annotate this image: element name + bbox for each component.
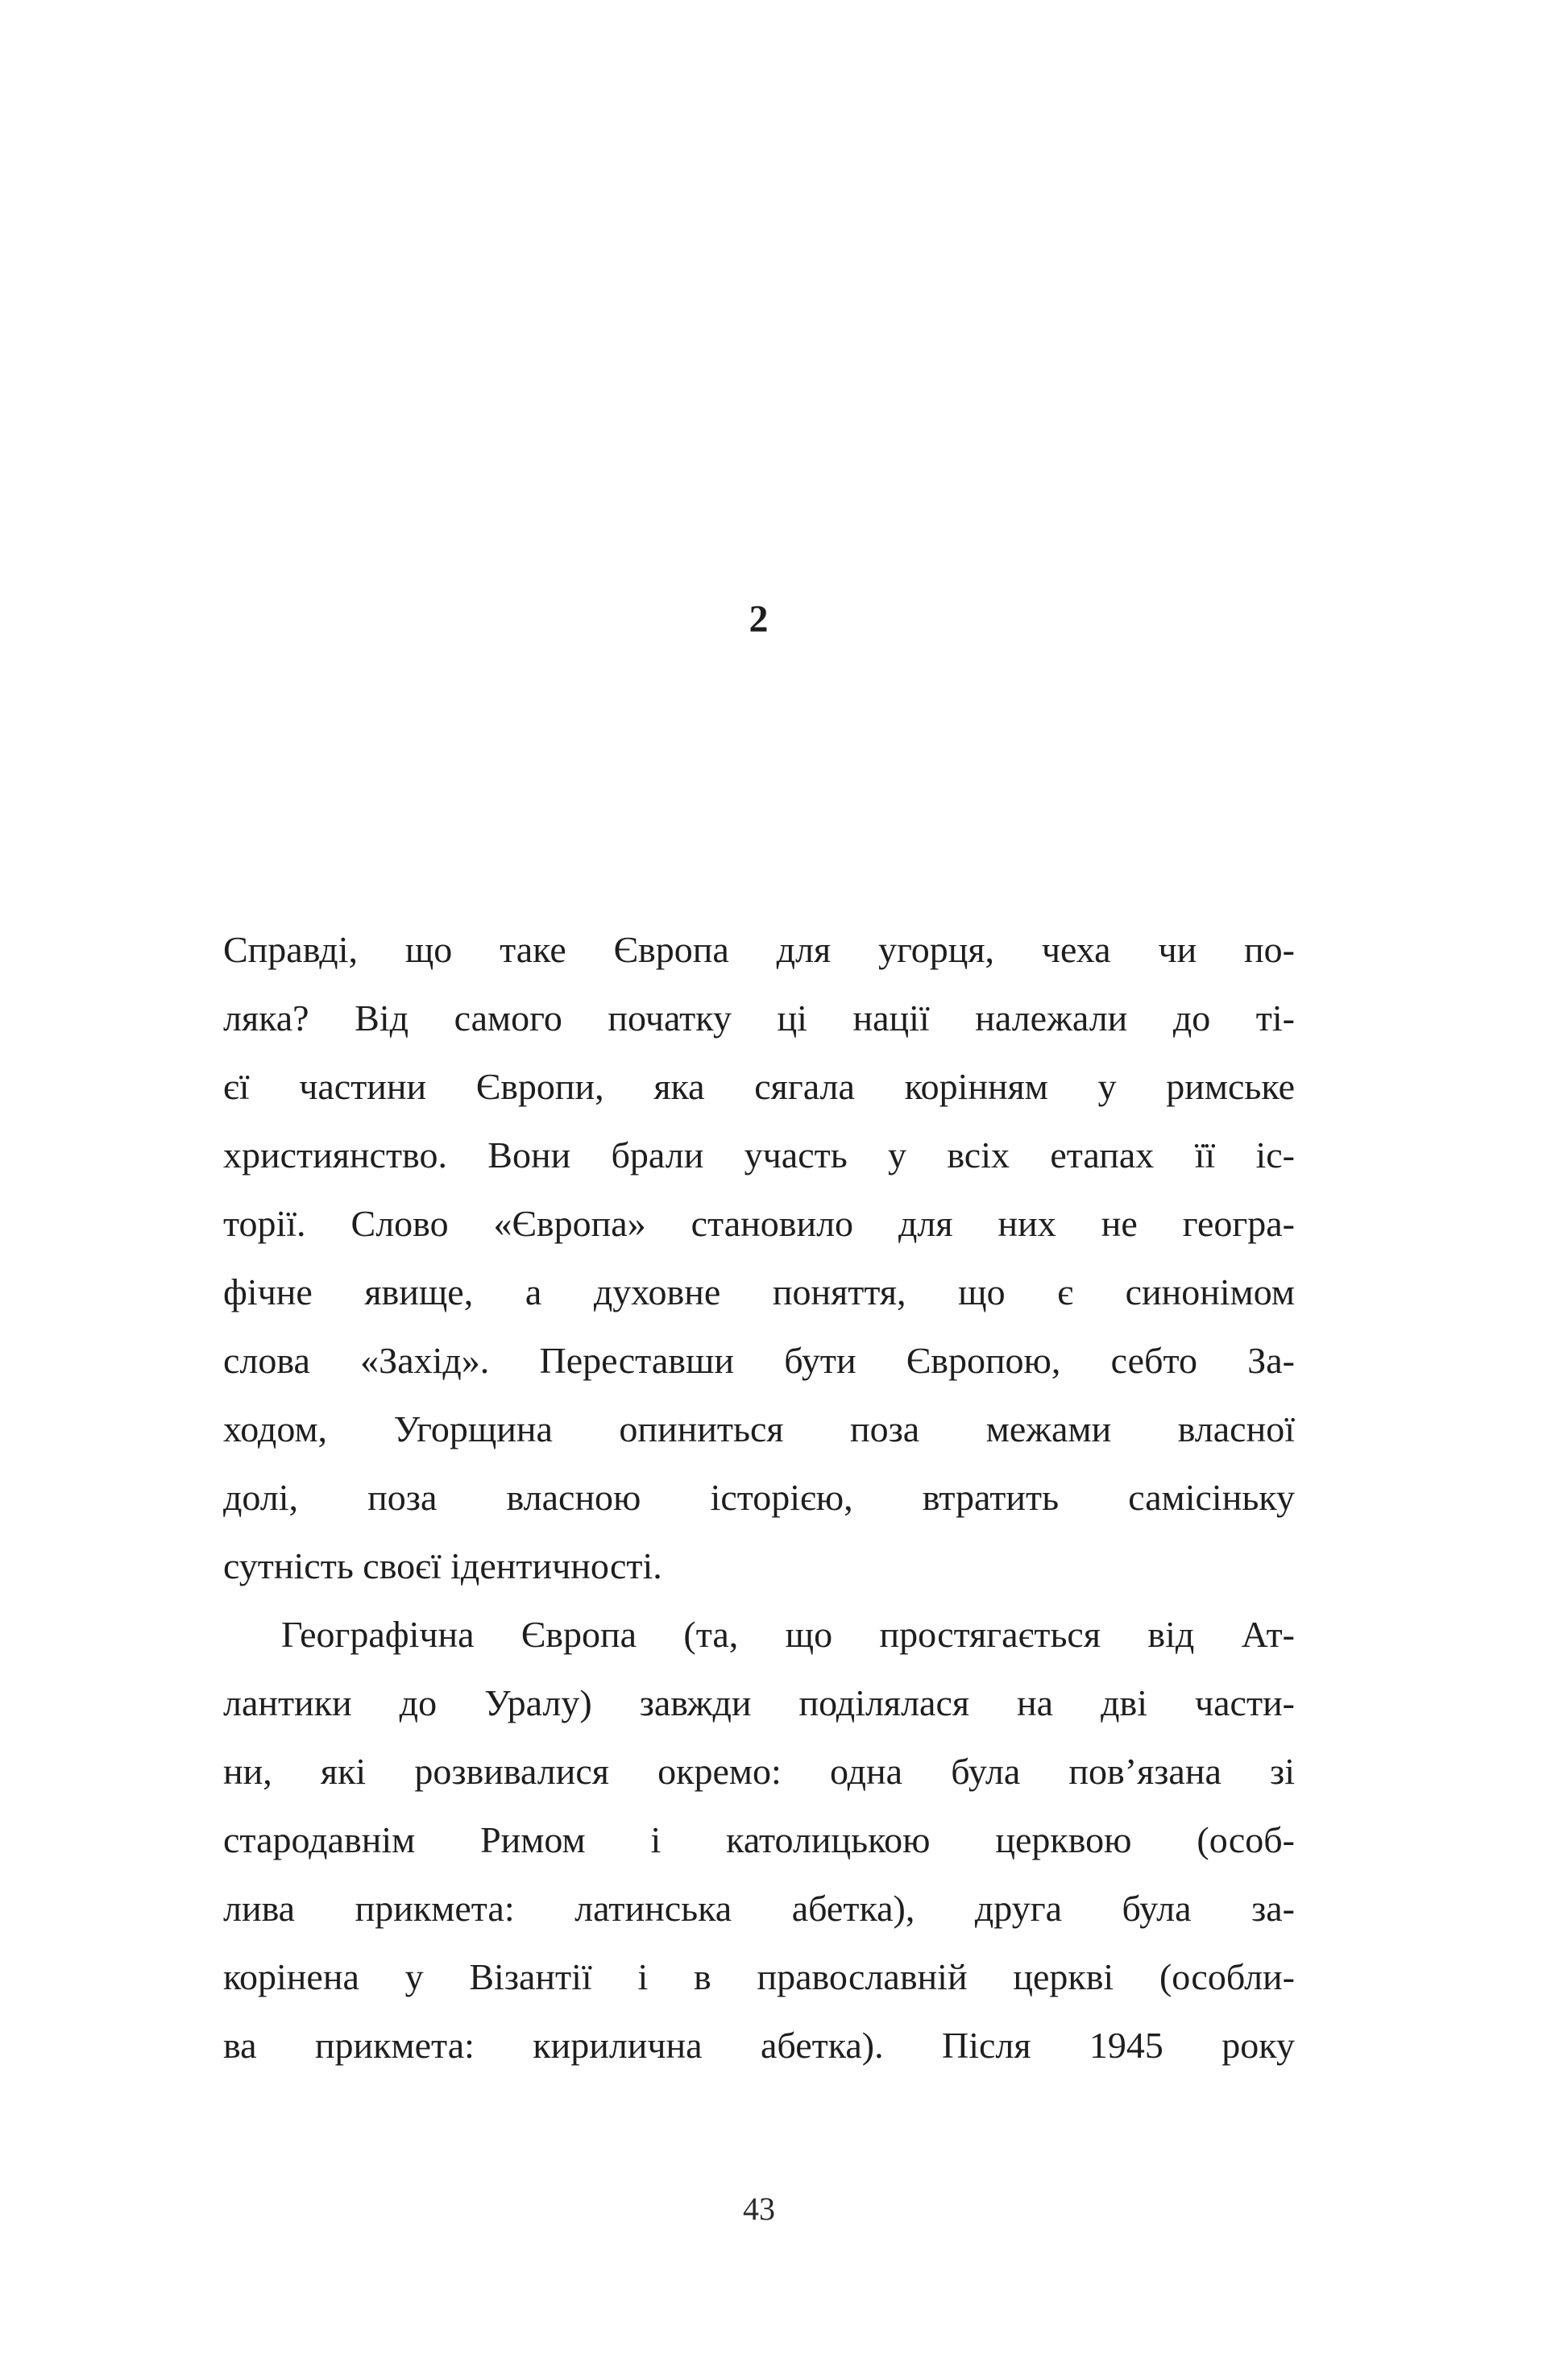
text-line: ходом, Угорщина опиниться поза межами власної xyxy=(223,1408,1295,1449)
text-line: торії. Слово «Європа» становило для них не геогра- xyxy=(223,1203,1295,1244)
text-line: фічне явище, а духовне поняття, що є синонімом xyxy=(223,1271,1295,1312)
paragraph-2 xyxy=(223,1600,1295,2079)
text-block xyxy=(223,915,1295,2079)
text-line: християнство. Вони брали участь у всіх етапах її іс- xyxy=(223,1134,1295,1175)
text-line: стародавнім Римом і католицькою церквою (особ- xyxy=(223,1819,1295,1860)
text-line: лантики до Уралу) завжди поділялася на дві части- xyxy=(223,1682,1295,1723)
text-line: ляка? Від самого початку ці нації належали до ті- xyxy=(223,997,1295,1039)
text-line: корінена у Візантії і в православній церкві (особли- xyxy=(223,1956,1295,1997)
text-line: ва прикмета: кирилична абетка). Після 1945 року xyxy=(223,2025,1295,2066)
paragraph-1 xyxy=(223,915,1295,1600)
text-line: ни, які розвивалися окремо: одна була пов’язана зі xyxy=(223,1751,1295,1792)
text-line: Географічна Європа (та, що простягається від Ат- xyxy=(281,1614,1295,1655)
text-line: лива прикмета: латинська абетка), друга була за- xyxy=(223,1888,1295,1929)
chapter-number: 2 xyxy=(749,598,769,641)
text-line: слова «Захід». Переставши бути Європою, себто За- xyxy=(223,1340,1295,1381)
page-number: 43 xyxy=(743,2191,775,2227)
text-line: долі, поза власною історією, втратить самісіньку xyxy=(223,1477,1295,1518)
text-line: Справді, що таке Європа для угорця, чеха чи по- xyxy=(223,929,1295,970)
text-line: сутність своєї ідентичності. xyxy=(223,1545,662,1586)
text-line: єї частини Європи, яка сягала корінням у римське xyxy=(223,1066,1295,1107)
